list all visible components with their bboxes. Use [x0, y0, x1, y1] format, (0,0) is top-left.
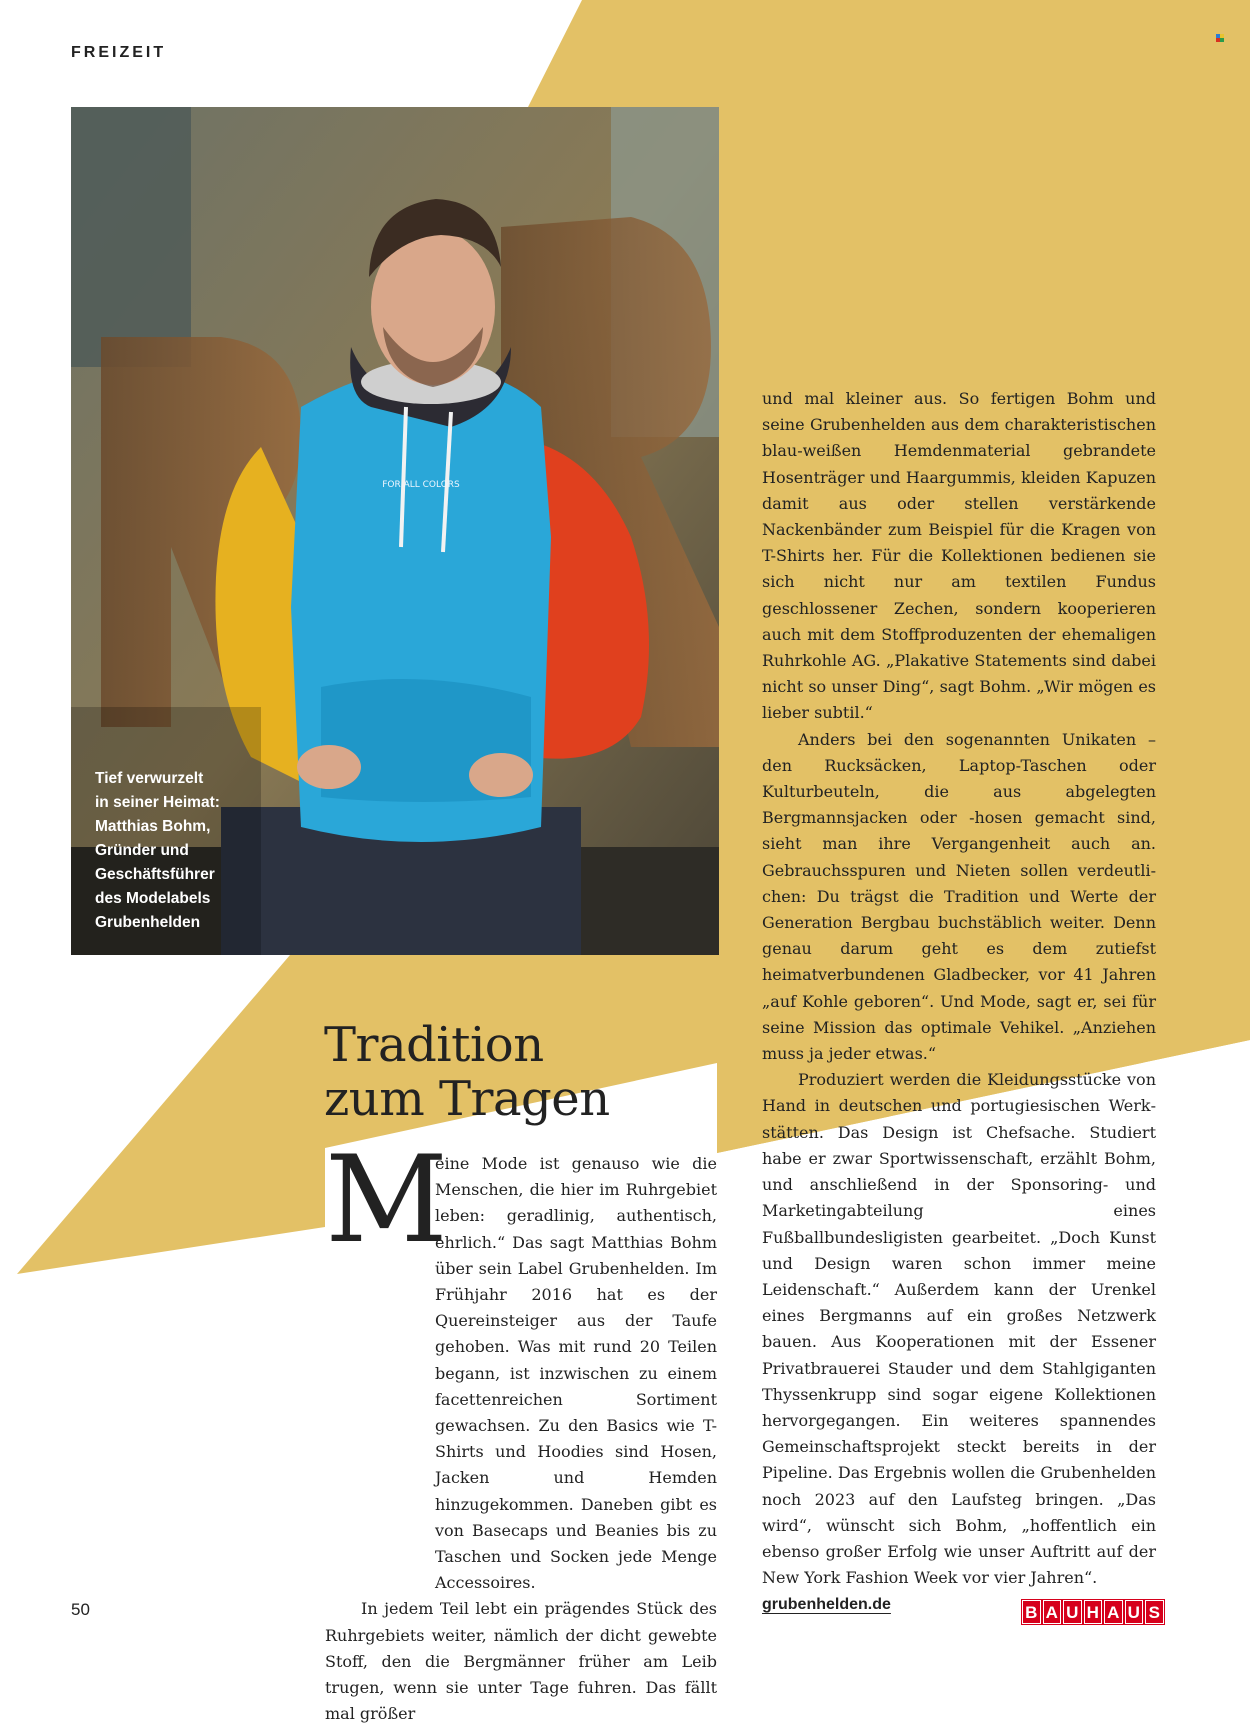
logo-letter: S [1145, 1600, 1164, 1624]
logo-letter: A [1104, 1600, 1123, 1624]
photo-caption: Tief verwurzelt in seiner Heimat: Matthias Bohm, Gründer und Geschäftsführer des Modelabels Grubenhelden [95, 770, 220, 931]
headline-line-2: zum Tragen [324, 1071, 610, 1127]
bauhaus-logo [1022, 1600, 1164, 1624]
article-column-left [325, 1131, 717, 1727]
article-paragraph-2: In jedem Teil lebt ein prägendes Stück des Ruhrgebiets weiter, nämlich der dicht gewebte Stoff, den die Bergmänner früher am Leib trugen, wenn sie unter Tage fuhren. Das fällt mal größer [325, 1599, 717, 1724]
article-column-right [762, 386, 1156, 1619]
logo-letter: U [1063, 1600, 1082, 1624]
website-link[interactable]: grubenhelden.de [762, 1596, 891, 1614]
logo-letter: H [1084, 1600, 1103, 1624]
logo-letter: B [1022, 1600, 1041, 1624]
logo-letter: U [1125, 1600, 1144, 1624]
window-frame [71, 107, 191, 367]
article-intro [325, 1131, 717, 1596]
page-number: 50 [71, 1600, 90, 1619]
logo-letter: A [1043, 1600, 1062, 1624]
hand-right [469, 753, 533, 797]
drop-cap: M [325, 1131, 448, 1270]
headline-line-1: Tradition [324, 1017, 544, 1073]
headline [324, 1018, 704, 1126]
shirt-print: FOR ALL COLORS [382, 480, 460, 490]
article-paragraph-5: Produziert werden die Kleidungsstücke von Hand in deutschen und portugiesischen Werkstätten. Das Design ist Chefsache. Studiert habe er zwar Sportwissenschaft, erzählt Bohm, und anschließend in der Sponsoring- und Marketingabteilung eines Fußballbundesligisten gearbeitet. „Doch Kunst und Design waren schon immer meine Leidenschaft.“ Außerdem kann der Urenkel eines Bergmanns auf ein großes Netzwerk bauen. Aus Kooperationen mit der Essener Privatbrauerei Stauder und dem Stahlgiganten Thyssenkrupp sind sogar eigene Kollektionen hervorgegangen. Ein weiteres spannendes Gemeinschaftsprojekt steckt bereits in der Pipeline. Das Ergebnis wollen die Grubenhelden noch 2023 auf den Laufsteg bringen. „Das wird“, wünscht sich Bohm, „hoffentlich ein ebenso großer Erfolg wie unser Auftritt auf der New York Fashion Week vor vier Jahren“. [762, 1070, 1156, 1588]
article-paragraph-4: Anders bei den sogenannten Unikaten – den Rucksäcken, Laptop-Taschen oder Kulturbeuteln, die aus abgelegten Bergmannsjacken oder -hosen gemacht sind, sieht man ihre Vergangenheit auch an. Gebrauchsspuren und Nieten sollen verdeutlichen: Du trägst die Tradition und Werte der Generation Bergbau buchstäblich weiter. Denn genau darum geht es dem zutiefst heimatverbundenen Gladbecker, vor 41 Jahren „auf Kohle geboren“. Und Mode, sagt er, sei für seine Mission das optimale Vehikel. „Anziehen muss ja jeder etwas.“ [762, 729, 1156, 1064]
intro-text: eine Mode ist genauso wie die Menschen, die hier im Ruhrgebiet leben: geradlinig, authentisch, ehrlich.“ Das sagt Matthias Bohm über sein Label Grubenhelden. Im Frühjahr 2016 hat es der Quereinsteiger aus der Taufe gehoben. Was mit rund 20 Teilen begann, ist inzwischen zu einem facettenreichen Sortiment gewachsen. Zu den Basics wie T-Shirts und Hoodies sind Hosen, Jacken und Hemden hinzugekommen. Daneben gibt es von Basecaps und Beanies bis zu Taschen und Socken jede Menge Accessoires. [435, 1154, 717, 1593]
hand-left [297, 745, 361, 789]
color-mark [1216, 34, 1224, 42]
article-paragraph-3: und mal kleiner aus. So fertigen Bohm und seine Grubenhelden aus dem charakteristischen blau-weißen Hemdenmaterial gebrandete Hosenträger und Haargummis, kleiden Kapuzen damit aus oder stellen verstärkende Nackenbänder zum Beispiel für die Kragen von T-Shirts her. Für die Kollektionen bedienen sie sich nicht nur am textilen Fundus geschlossener Zechen, sondern kooperieren auch mit dem Stoffproduzenten der ehemaligen Ruhrkohle AG. „Plakative Statements sind dabei nicht so unser Ding“, sagt Bohm. „Wir mögen es lieber subtil.“ [762, 389, 1156, 723]
section-label: FREIZEIT [71, 44, 167, 61]
